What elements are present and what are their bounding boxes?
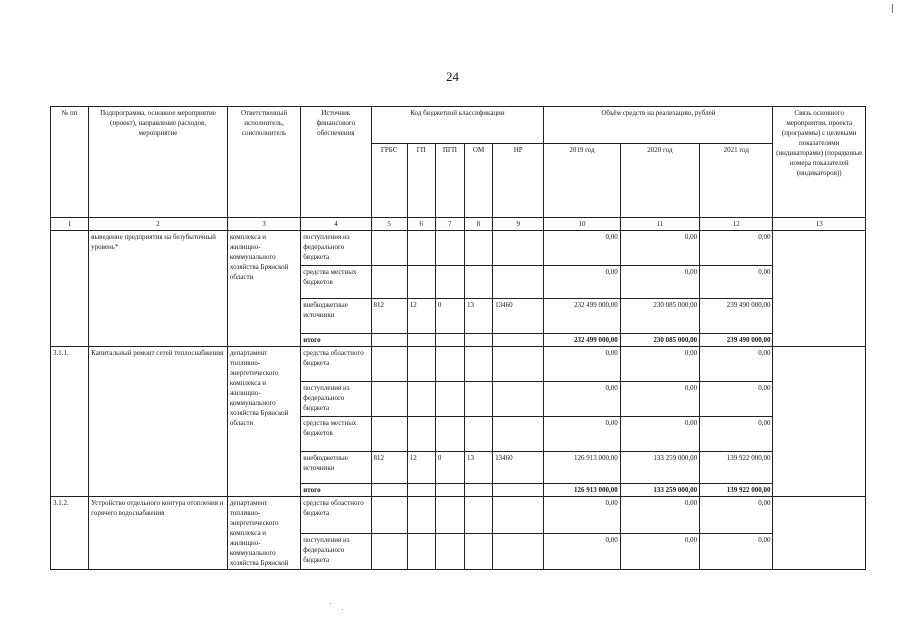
program-table (50, 106, 866, 570)
table-row (51, 347, 866, 382)
amount-2020: 0,00 (620, 533, 699, 570)
gp (407, 497, 435, 534)
header-num: № пп (51, 107, 89, 218)
header-grbs: ГРБС (371, 144, 407, 218)
pgp (435, 417, 464, 452)
executor: департамент топливно-энергетического комплекса и жилищно-коммунального хозяйства Брянской области (227, 347, 300, 497)
activity-name: Устройство отдельного контура отопления и горячего водоснабжения (89, 497, 228, 570)
total-2019: 126 913 000,00 (544, 484, 620, 497)
source: средства местных бюджетов (301, 417, 371, 452)
source: поступления из федерального бюджета (301, 231, 371, 266)
indicator-link (773, 231, 866, 347)
np (493, 417, 544, 452)
amount-2021: 0,00 (700, 417, 773, 452)
header-om: ОМ (464, 144, 492, 218)
np (493, 533, 544, 570)
amount-2021: 0,00 (700, 266, 773, 299)
gp (407, 266, 435, 299)
header-budget-code: Код бюджетной классификации (371, 107, 544, 144)
header-link: Связь основного мероприятия, проекта (программы) с целевыми показателями (индикаторами) (порядковые номера показателей (индикаторов)) (773, 107, 866, 218)
gp (407, 231, 435, 266)
amount-2021: 0,00 (700, 533, 773, 570)
amount-2021: 0,00 (700, 497, 773, 534)
total-2021: 239 490 000,00 (700, 334, 773, 347)
amount-2019: 0,00 (544, 231, 620, 266)
amount-2019: 232 499 000,00 (544, 299, 620, 334)
amount-2019: 126 913 000,00 (544, 452, 620, 484)
amount-2019: 0,00 (544, 382, 620, 417)
total-2020: 230 085 000,00 (620, 334, 699, 347)
amount-2020: 0,00 (620, 497, 699, 534)
col-number: 5 (371, 218, 407, 231)
pgp: 0 (435, 452, 464, 484)
col-number: 2 (89, 218, 228, 231)
total-2021: 139 922 000,00 (700, 484, 773, 497)
grbs (371, 347, 407, 382)
amount-2020: 0,00 (620, 266, 699, 299)
col-number: 9 (493, 218, 544, 231)
pgp (435, 533, 464, 570)
om: 13 (464, 452, 492, 484)
col-number: 11 (620, 218, 699, 231)
amount-2019: 0,00 (544, 417, 620, 452)
gp: 12 (407, 452, 435, 484)
np (493, 382, 544, 417)
om (464, 382, 492, 417)
col-number: 12 (700, 218, 773, 231)
executor: комплекса и жилищно-коммунального хозяйства Брянской области (227, 231, 300, 347)
np (493, 266, 544, 299)
om (464, 533, 492, 570)
om (464, 231, 492, 266)
grbs: 812 (371, 299, 407, 334)
gp (407, 347, 435, 382)
source: средства областного бюджета (301, 497, 371, 534)
gp (407, 417, 435, 452)
header-volume: Объём средств на реализацию, рублей (544, 107, 773, 144)
row-num: 3.1.1. (51, 347, 89, 497)
amount-2021: 0,00 (700, 382, 773, 417)
scan-speck (342, 609, 343, 610)
col-number: 8 (464, 218, 492, 231)
pgp (435, 382, 464, 417)
total-label: итого (301, 484, 371, 497)
source: поступления из федерального бюджета (301, 533, 371, 570)
total-2019: 232 499 000,00 (544, 334, 620, 347)
header-name: Подпрограмма, основное мероприятие (проект), направление расходов, мероприятие (89, 107, 228, 218)
col-number: 13 (773, 218, 866, 231)
column-number-row (51, 218, 866, 231)
np (493, 347, 544, 382)
pgp (435, 266, 464, 299)
source: средства областного бюджета (301, 347, 371, 382)
pgp (435, 497, 464, 534)
grbs (371, 231, 407, 266)
amount-2020: 133 259 000,00 (620, 452, 699, 484)
header-row (51, 107, 866, 144)
table-row (51, 497, 866, 534)
amount-2021: 0,00 (700, 231, 773, 266)
pgp (435, 231, 464, 266)
amount-2019: 0,00 (544, 347, 620, 382)
executor: департамент топливно-энергетического комплекса и жилищно-коммунального хозяйства Брянской (227, 497, 300, 570)
corner-mark (892, 4, 893, 13)
row-num (51, 231, 89, 347)
header-executor: Ответственный исполнитель, соисполнитель (227, 107, 300, 218)
col-number: 10 (544, 218, 620, 231)
col-number: 7 (435, 218, 464, 231)
om (464, 497, 492, 534)
page-number: 24 (446, 69, 459, 84)
indicator-link (773, 497, 866, 570)
grbs (371, 266, 407, 299)
header-np: НР (493, 144, 544, 218)
source: средства местных бюджетов (301, 266, 371, 299)
header-2019: 2019 год (544, 144, 620, 218)
gp (407, 533, 435, 570)
amount-2020: 0,00 (620, 417, 699, 452)
col-number: 3 (227, 218, 300, 231)
header-source: Источник финансового обеспечения (301, 107, 371, 218)
amount-2019: 0,00 (544, 266, 620, 299)
grbs (371, 417, 407, 452)
amount-2021: 0,00 (700, 347, 773, 382)
source: внебюджетные источники (301, 452, 371, 484)
header-pgp: ПГП (435, 144, 464, 218)
header-gp: ГП (407, 144, 435, 218)
gp (407, 382, 435, 417)
om (464, 347, 492, 382)
om (464, 266, 492, 299)
pgp (435, 347, 464, 382)
col-number: 6 (407, 218, 435, 231)
amount-2019: 0,00 (544, 533, 620, 570)
amount-2020: 0,00 (620, 231, 699, 266)
total-label: итого (301, 334, 371, 347)
amount-2020: 230 085 000,00 (620, 299, 699, 334)
col-number: 4 (301, 218, 371, 231)
total-2020: 133 259 000,00 (620, 484, 699, 497)
header-2021: 2021 год (700, 144, 773, 218)
source: поступления из федерального бюджета (301, 382, 371, 417)
row-num: 3.1.2. (51, 497, 89, 570)
amount-2019: 0,00 (544, 497, 620, 534)
gp: 12 (407, 299, 435, 334)
amount-2021: 139 922 000,00 (700, 452, 773, 484)
amount-2021: 239 490 000,00 (700, 299, 773, 334)
np (493, 231, 544, 266)
grbs (371, 533, 407, 570)
col-number: 1 (51, 218, 89, 231)
source: внебюджетные источники (301, 299, 371, 334)
amount-2020: 0,00 (620, 382, 699, 417)
np: 13460 (493, 299, 544, 334)
np (493, 497, 544, 534)
np: 13460 (493, 452, 544, 484)
table-row (51, 231, 866, 266)
grbs (371, 497, 407, 534)
header-2020: 2020 год (620, 144, 699, 218)
grbs (371, 382, 407, 417)
activity-name: Капитальный ремонт сетей теплоснабжения (89, 347, 228, 497)
indicator-link (773, 347, 866, 497)
om (464, 417, 492, 452)
amount-2020: 0,00 (620, 347, 699, 382)
grbs: 812 (371, 452, 407, 484)
om: 13 (464, 299, 492, 334)
activity-name: выведение предприятия на безубыточный уровень* (89, 231, 228, 347)
scan-speck (330, 603, 331, 604)
pgp: 0 (435, 299, 464, 334)
